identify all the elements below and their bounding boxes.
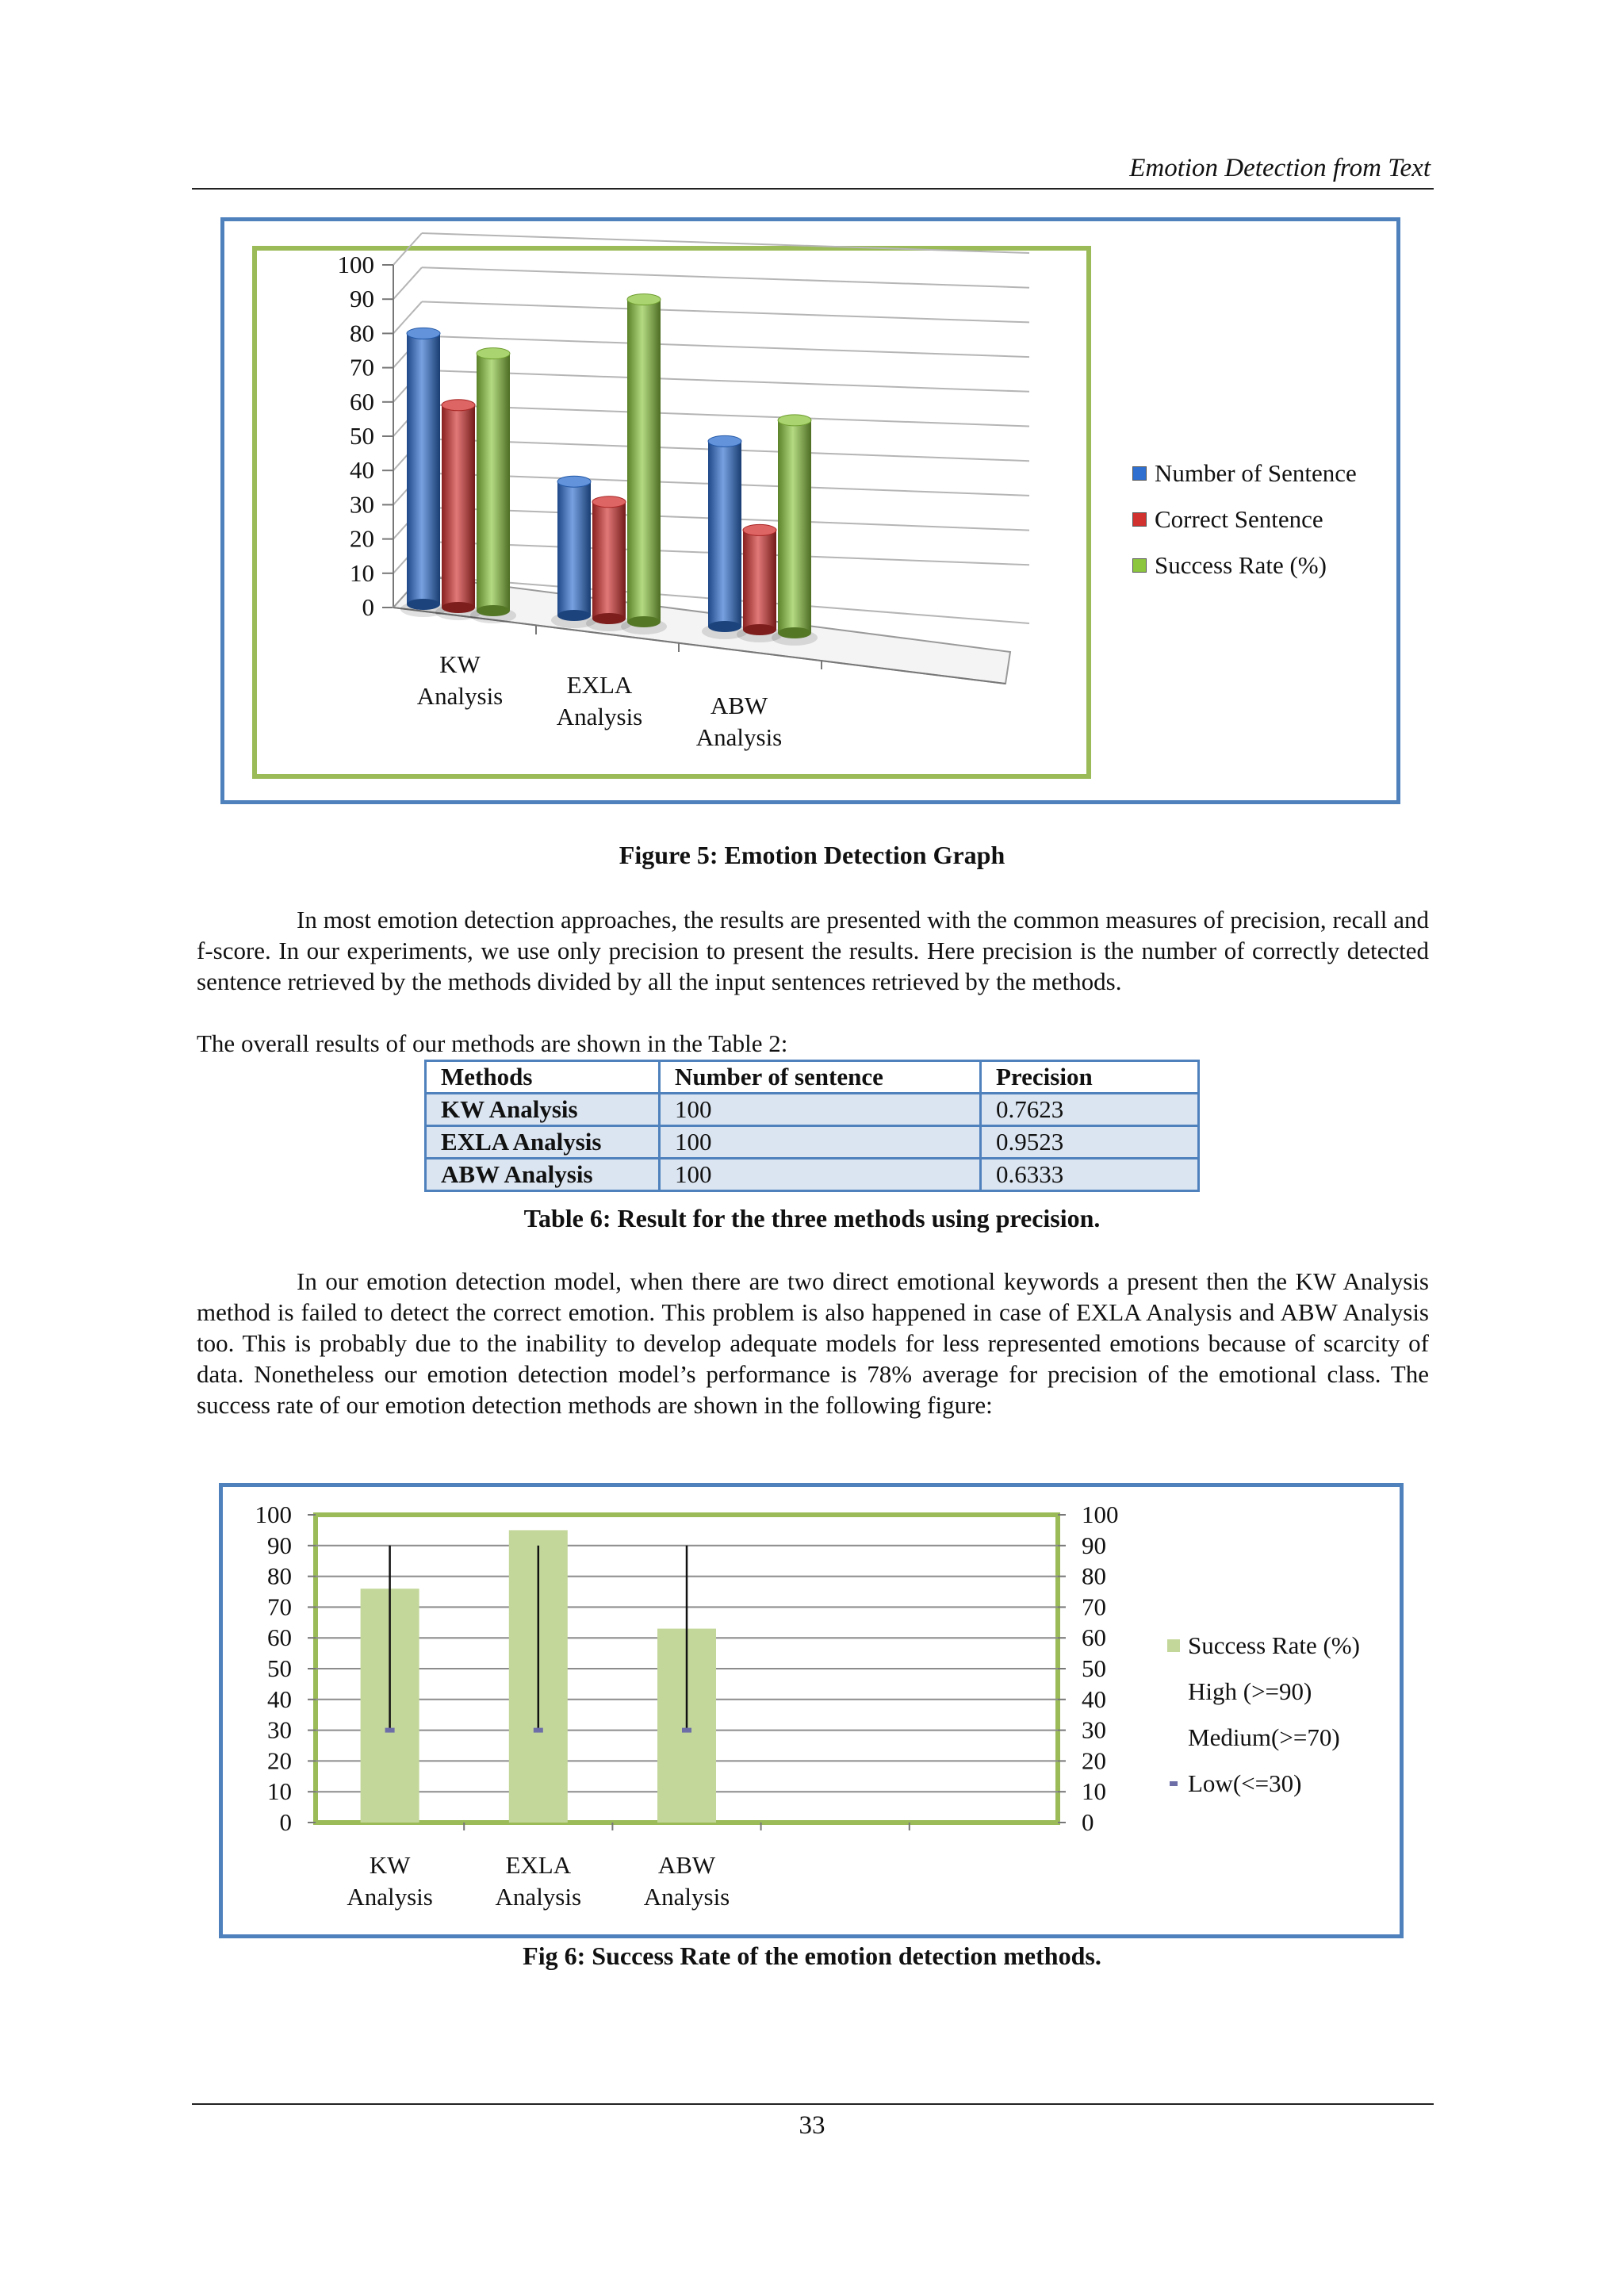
legend-label: Success Rate (%) <box>1188 1631 1360 1659</box>
table-cell: 100 <box>660 1126 981 1159</box>
category-label: EXLA <box>505 1851 572 1879</box>
footer-rule <box>192 2103 1434 2105</box>
low-marker <box>682 1728 691 1733</box>
figure6-legend <box>1167 1623 1360 1807</box>
y-tick-label: 50 <box>267 1654 292 1682</box>
low-marker <box>385 1728 395 1733</box>
y2-tick-label: 0 <box>1082 1808 1094 1836</box>
table-cell: 0.7623 <box>981 1094 1199 1126</box>
y2-tick-label: 80 <box>1082 1562 1106 1590</box>
category-label: EXLA <box>566 671 633 699</box>
figure5-caption: Figure 5: Emotion Detection Graph <box>619 841 1005 869</box>
y2-tick-label: 100 <box>1082 1501 1119 1528</box>
table-cell: 0.6333 <box>981 1159 1199 1191</box>
table-cell: 100 <box>660 1159 981 1191</box>
legend-item <box>1167 1669 1360 1715</box>
legend-label: High (>=90) <box>1188 1677 1312 1705</box>
y-tick-label: 30 <box>267 1715 292 1744</box>
y2-tick-label: 60 <box>1082 1623 1106 1652</box>
running-header: Emotion Detection from Text <box>1129 154 1431 182</box>
y-tick-label: 90 <box>350 285 374 313</box>
category-label: Analysis <box>416 682 504 710</box>
y-tick-label: 50 <box>350 422 374 450</box>
table-caption: Table 6: Result for the three methods using precision. <box>523 1204 1101 1232</box>
legend-item <box>1167 1761 1360 1807</box>
y-tick-label: 20 <box>267 1746 292 1775</box>
table-cell: 100 <box>660 1094 981 1126</box>
category-label: Analysis <box>495 1883 582 1911</box>
y-tick-label: 40 <box>267 1685 292 1713</box>
category-label: Analysis <box>695 723 783 751</box>
y2-tick-label: 90 <box>1082 1531 1106 1559</box>
low-marker <box>534 1728 543 1733</box>
table-cell: KW Analysis <box>426 1094 660 1126</box>
y-tick-label: 80 <box>267 1562 292 1590</box>
legend-label: Number of Sentence <box>1155 459 1357 487</box>
page-number: 33 <box>799 2111 825 2140</box>
y-tick-label: 20 <box>350 524 374 553</box>
category-label: KW <box>439 650 481 678</box>
y-tick-label: 100 <box>337 251 374 278</box>
paragraph-discussion-text: In our emotion detection model, when there are two direct emotional keywords a present then the KW Analysis method is failed to detect the correct emotion. This problem is also happened in case of EXLA Analysis and ABW Analysis too. This is probably due to the inability to develop adequate models for less represented emotions because of scarcity of data. Nonetheless our emotion detection model’s performance is 78% average for precision of the emotional class. The success rate of our emotion detection methods are shown in the following figure: <box>197 1267 1429 1419</box>
y-tick-label: 30 <box>350 490 374 519</box>
legend-swatch <box>1167 1731 1180 1744</box>
y-tick-label: 70 <box>350 353 374 381</box>
y-tick-label: 10 <box>350 558 374 587</box>
legend-swatch <box>1170 1781 1178 1786</box>
category-label: ABW <box>710 692 768 719</box>
legend-item <box>1167 1623 1360 1669</box>
legend-label: Correct Sentence <box>1155 505 1323 533</box>
legend-item <box>1167 1715 1360 1761</box>
table-header-cell: Methods <box>426 1061 660 1094</box>
legend-label: Medium(>=70) <box>1188 1723 1340 1751</box>
y-tick-label: 90 <box>267 1531 292 1559</box>
y2-tick-label: 70 <box>1082 1593 1106 1621</box>
y2-tick-label: 10 <box>1082 1777 1106 1806</box>
table-header-cell: Number of sentence <box>660 1061 981 1094</box>
y-tick-label: 0 <box>279 1808 292 1836</box>
legend-swatch <box>1167 1639 1180 1652</box>
y-tick-label: 100 <box>255 1501 292 1528</box>
y2-tick-label: 50 <box>1082 1654 1106 1682</box>
figure6-caption: Fig 6: Success Rate of the emotion detection methods. <box>523 1941 1101 1970</box>
table-cell: 0.9523 <box>981 1126 1199 1159</box>
y2-tick-label: 40 <box>1082 1685 1106 1713</box>
y-tick-label: 0 <box>362 593 374 621</box>
legend-label: Low(<=30) <box>1188 1769 1302 1797</box>
y-tick-label: 60 <box>350 387 374 416</box>
category-label: Analysis <box>347 1883 433 1911</box>
category-label: Analysis <box>556 703 643 730</box>
y2-tick-label: 20 <box>1082 1746 1106 1775</box>
legend-swatch <box>1167 1685 1180 1698</box>
y-tick-label: 10 <box>267 1777 292 1806</box>
category-label: ABW <box>657 1851 716 1879</box>
table-cell: EXLA Analysis <box>426 1126 660 1159</box>
category-label: Analysis <box>643 1883 730 1911</box>
paragraph-measures-text: In most emotion detection approaches, the results are presented with the common measures of precision, recall and f-score. In our experiments, we use only precision to present the results. Here precision is the number of correctly detected sentence retrieved by the methods divided by all the input sentences retrieved by the methods. <box>197 906 1429 995</box>
y-tick-label: 80 <box>350 319 374 347</box>
y-tick-label: 60 <box>267 1623 292 1652</box>
y2-tick-label: 30 <box>1082 1715 1106 1744</box>
y-tick-label: 70 <box>267 1593 292 1621</box>
category-label: KW <box>369 1851 411 1879</box>
table-cell: ABW Analysis <box>426 1159 660 1191</box>
paragraph-table-intro: The overall results of our methods are shown in the Table 2: <box>197 1029 788 1057</box>
table-header-cell: Precision <box>981 1061 1199 1094</box>
legend-label: Success Rate (%) <box>1155 551 1327 579</box>
y-tick-label: 40 <box>350 456 374 485</box>
